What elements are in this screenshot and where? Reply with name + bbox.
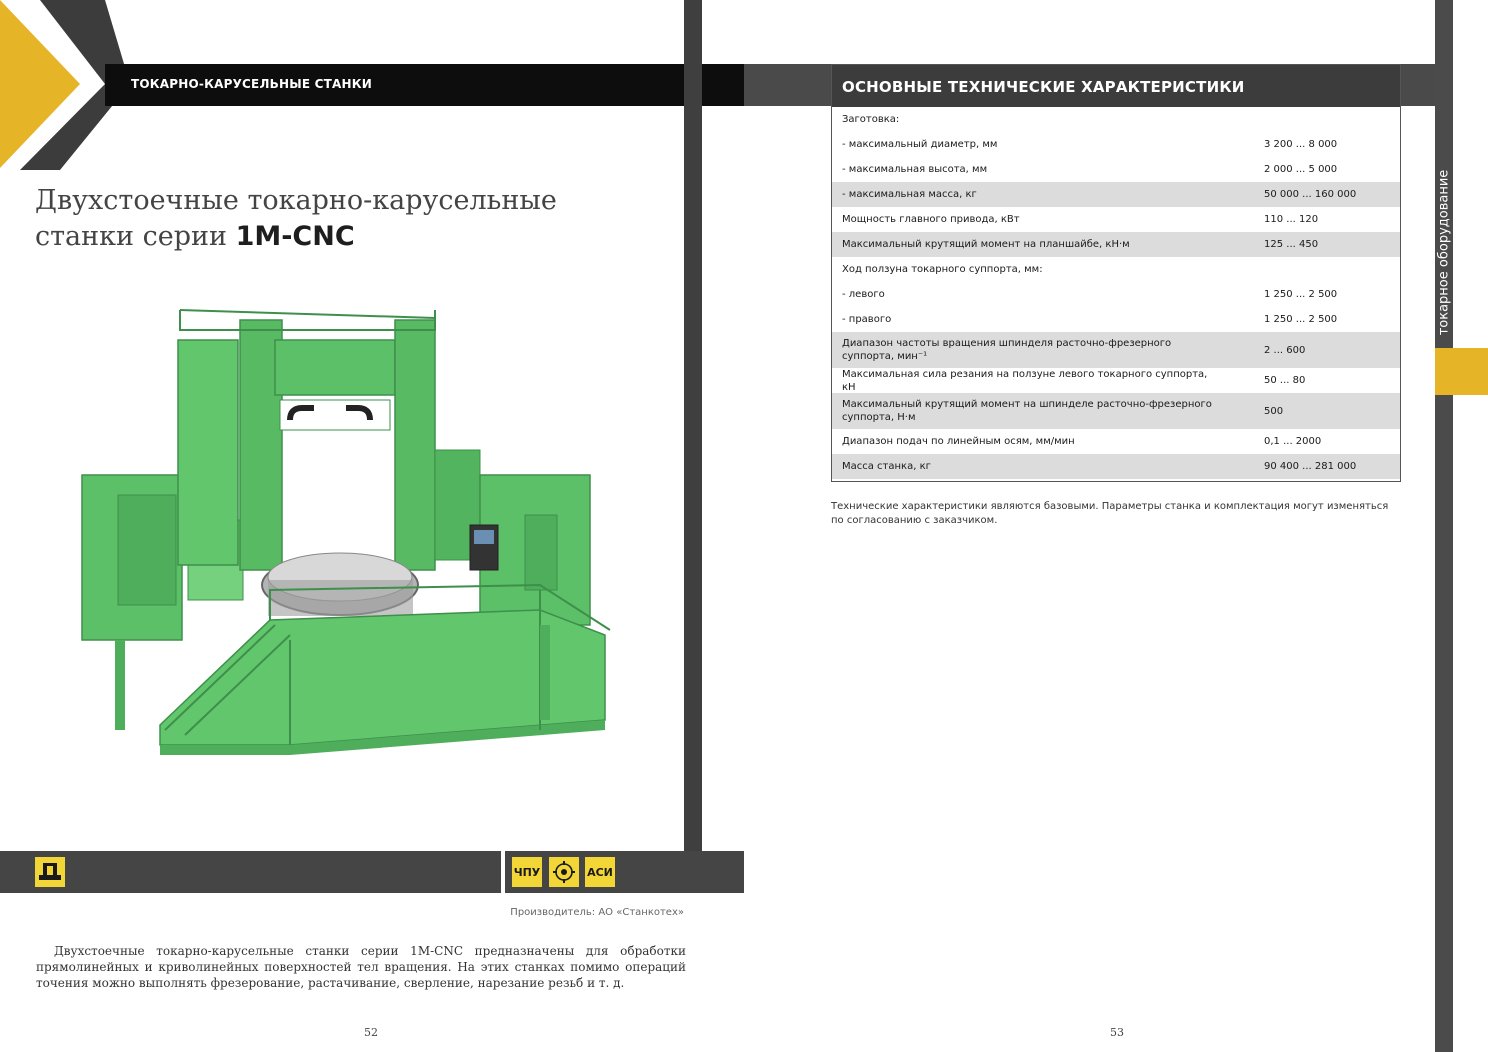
spec-row <box>832 454 1400 479</box>
spec-value: 1 250 ... 2 500 <box>1264 289 1338 300</box>
spec-row <box>832 107 1400 132</box>
spec-value: 0,1 ... 2000 <box>1264 436 1322 447</box>
spec-value: 125 ... 450 <box>1264 239 1319 250</box>
spec-value: 50 ... 80 <box>1264 375 1306 386</box>
spec-value: 2 ... 600 <box>1264 344 1306 356</box>
spec-label: Максимальная сила резания на ползуне левого токарного суппорта, кН <box>842 368 1208 393</box>
spec-label: Масса станка, кг <box>842 461 931 472</box>
spec-label: Диапазон подач по линейным осям, мм/мин <box>842 436 1075 447</box>
page-number-left: 52 <box>364 1026 378 1039</box>
page-number-right: 53 <box>1110 1026 1124 1039</box>
specs-table <box>831 64 1401 482</box>
spec-value: 110 ... 120 <box>1264 214 1319 225</box>
spec-value: 500 <box>1264 405 1284 417</box>
page-spine-left <box>684 0 702 852</box>
spec-row <box>832 429 1400 454</box>
spec-row <box>832 207 1400 232</box>
spec-label: - правого <box>842 314 892 325</box>
header-gray-band-right <box>1401 64 1435 106</box>
spec-row <box>832 232 1400 257</box>
spec-label: Мощность главного привода, кВт <box>842 214 1020 225</box>
spec-label: - максимальная высота, мм <box>842 164 988 175</box>
page-title-line1: Двухстоечные токарно-карусельные <box>35 185 557 216</box>
feature-icon-band <box>0 851 744 893</box>
cnc-icon: ЧПУ <box>512 857 542 887</box>
spec-row <box>832 332 1400 368</box>
spec-label: - левого <box>842 289 885 300</box>
spec-row <box>832 132 1400 157</box>
spec-row <box>832 368 1400 393</box>
specs-table-title: ОСНОВНЫЕ ТЕХНИЧЕСКИЕ ХАРАКТЕРИСТИКИ <box>832 65 1400 107</box>
specs-table-body <box>832 107 1400 479</box>
page-title-model: 1М-CNC <box>235 221 355 252</box>
machine-type-icon <box>35 857 65 887</box>
section-header-title: ТОКАРНО-КАРУСЕЛЬНЫЕ СТАНКИ <box>131 77 372 91</box>
side-tab-label-wrap <box>1435 50 1453 350</box>
spec-label: Заготовка: <box>842 114 900 125</box>
side-tab-marker <box>1435 348 1488 395</box>
spec-label: Максимальный крутящий момент на планшайбе, кН·м <box>842 239 1130 250</box>
spec-label: - максимальная масса, кг <box>842 189 977 200</box>
page-title <box>35 183 675 255</box>
spec-value: 2 000 ... 5 000 <box>1264 164 1338 175</box>
spec-row <box>832 182 1400 207</box>
spec-row <box>832 282 1400 307</box>
spec-row <box>832 393 1400 429</box>
page-title-line2-prefix: станки серии <box>35 221 236 252</box>
section-header-band-extension <box>702 64 744 106</box>
spec-value: 1 250 ... 2 500 <box>1264 314 1338 325</box>
spec-value: 3 200 ... 8 000 <box>1264 139 1338 150</box>
spec-row <box>832 157 1400 182</box>
lathe-machine-image <box>70 290 630 760</box>
description-paragraph: Двухстоечные токарно-карусельные станки серии 1М-CNC предназначены для обработки прямолинейных и криволинейных поверхностей тел вращения. На этих станках помимо операций точения можно выполнять фрезерование, растачивание, сверление, нарезание резьб и т. д. <box>36 944 686 990</box>
spec-label: Ход ползуна токарного суппорта, мм: <box>842 264 1043 275</box>
spec-label: Максимальный крутящий момент на шпинделе расточно-фрезерного суппорта, Н·м <box>842 399 1212 423</box>
header-gray-band-left <box>744 64 831 106</box>
tool-changer-icon <box>549 857 579 887</box>
spec-label: Диапазон частоты вращения шпинделя расточно-фрезерного суппорта, мин⁻¹ <box>842 338 1172 362</box>
specs-note: Технические характеристики являются базовыми. Параметры станка и комплектация могут изменяться по согласованию с заказчиком. <box>831 501 1389 526</box>
spec-row <box>832 307 1400 332</box>
spec-value: 50 000 ... 160 000 <box>1264 189 1357 200</box>
side-tab-label: токарное оборудование <box>1436 169 1452 336</box>
icon-band-separator <box>501 851 505 893</box>
spec-label: - максимальный диаметр, мм <box>842 139 998 150</box>
producer-text: Производитель: АО «Станкотех» <box>510 907 684 918</box>
spec-value: 90 400 ... 281 000 <box>1264 461 1357 472</box>
asi-icon: АСИ <box>585 857 615 887</box>
spec-row <box>832 257 1400 282</box>
